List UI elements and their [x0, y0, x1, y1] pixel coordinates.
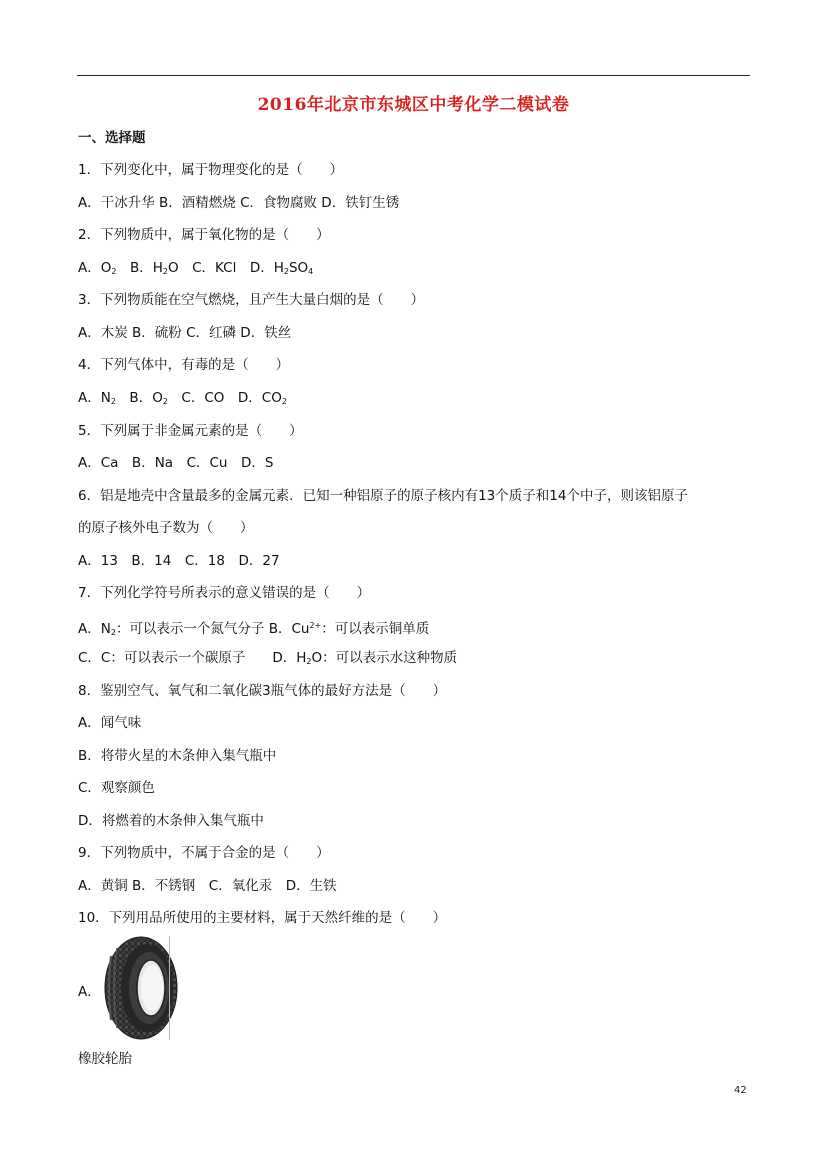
question-10-stem: 10．下列用品所使用的主要材料，属于天然纤维的是（ ） — [78, 910, 447, 926]
question-6-options: A．13 B．14 C．18 D．27 — [78, 553, 280, 569]
question-1-options: A．干冰升华 B．酒精燃烧 C．食物腐败 D．铁钉生锈 — [78, 195, 400, 211]
question-8-option-b: B．将带火星的木条伸入集气瓶中 — [78, 748, 277, 764]
question-7-options-cd: C．C：可以表示一个碳原子 D．$H_2O$：可以表示水这种物质 — [78, 650, 458, 666]
page-number: 42 — [734, 1085, 747, 1096]
option-a-label: A． — [78, 984, 101, 1000]
tire-icon — [101, 936, 179, 1040]
header-rule — [77, 75, 750, 76]
image-border — [169, 936, 170, 1040]
question-1-stem: 1．下列变化中，属于物理变化的是（ ） — [78, 162, 344, 178]
page-title: 2016年北京市东城区中考化学二模试卷 — [257, 95, 570, 115]
question-4-stem: 4．下列气体中，有毒的是（ ） — [78, 357, 290, 373]
section-heading: 一、选择题 — [78, 130, 146, 146]
question-2-options: A．$O_2$ B．$H_2O$ C．KCl D．$H_2SO_4$ — [78, 260, 314, 276]
question-7-options-ab: A．$N_2$：可以表示一个氮气分子 B．$Cu^{2+}$：可以表示铜单质 — [78, 621, 430, 637]
question-10-option-a — [78, 936, 198, 1040]
question-8-option-d: D．将燃着的木条伸入集气瓶中 — [78, 813, 264, 829]
question-8-option-c: C．观察颜色 — [78, 780, 155, 796]
question-8-stem: 8．鉴别空气、氧气和二氧化碳3瓶气体的最好方法是（ ） — [78, 683, 447, 699]
question-8-option-a: A．闻气味 — [78, 715, 142, 731]
question-6-stem-line1: 6．铝是地壳中含量最多的金属元素．已知一种铝原子的原子核内有13个质子和14个中子，则该铝原子 — [78, 488, 688, 504]
question-5-options: A．Ca B．Na C．Cu D．S — [78, 455, 274, 471]
question-2-stem: 2．下列物质中，属于氧化物的是（ ） — [78, 227, 330, 243]
question-6-stem-line2: 的原子核外电子数为（ ） — [78, 520, 254, 536]
question-9-options: A．黄铜 B．不锈钢 C．氧化汞 D．生铁 — [78, 878, 337, 894]
question-4-options: A．$N_2$ B．$O_2$ C．CO D．$CO_2$ — [78, 390, 287, 406]
question-3-stem: 3．下列物质能在空气燃烧，且产生大量白烟的是（ ） — [78, 292, 425, 308]
question-9-stem: 9．下列物质中，不属于合金的是（ ） — [78, 845, 330, 861]
question-3-options: A．木炭 B．硫粉 C．红磷 D．铁丝 — [78, 325, 292, 341]
question-10-option-a-caption: 橡胶轮胎 — [78, 1051, 132, 1067]
question-7-stem: 7．下列化学符号所表示的意义错误的是（ ） — [78, 585, 371, 601]
question-5-stem: 5．下列属于非金属元素的是（ ） — [78, 423, 303, 439]
